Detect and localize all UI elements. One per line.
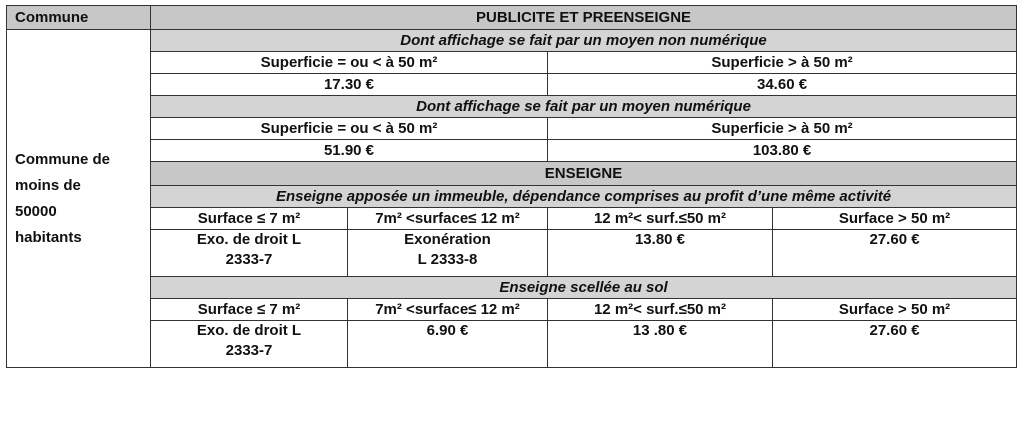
surface-header: Surface ≤ 7 m² [151,208,348,230]
enseigne-header: ENSEIGNE [151,162,1017,186]
value-cell [773,230,1017,277]
value-cell [151,230,348,277]
value-line: L 2333-8 [417,251,478,268]
value-line: 13.80 € [634,231,686,248]
value-line: 6.90 € [426,322,469,339]
surface-header: Surface > 50 m² [773,299,1017,321]
scellee-value-row [7,321,1017,368]
value-cell [548,321,773,368]
apposee-title: Enseigne apposée un immeuble, dépendance comprises au profit d’une même activité [151,186,1017,208]
commune-cell [7,30,151,368]
value-line: Exo. de droit L [196,231,302,248]
price-cell: 103.80 € [548,140,1017,162]
publicite-header: PUBLICITE ET PREENSEIGNE [151,6,1017,30]
value-cell [348,321,548,368]
numerique-title: Dont affichage se fait par un moyen numérique [151,96,1017,118]
commune-line: habitants [15,228,82,246]
value-line: 2333-7 [225,251,273,268]
numerique-header-row [7,118,1017,140]
commune-line: moins de [15,176,81,194]
tariff-table [6,5,1017,368]
scellee-title: Enseigne scellée au sol [151,277,1017,299]
value-line: 27.60 € [869,322,920,339]
price-cell: 34.60 € [548,74,1017,96]
non-numerique-header-row [7,52,1017,74]
non-numerique-title: Dont affichage se fait par un moyen non numérique [151,30,1017,52]
value-line: 13 .80 € [632,322,688,339]
non-numerique-value-row [7,74,1017,96]
surface-header: 7m² <surface≤ 12 m² [348,299,548,321]
apposee-title-row [7,186,1017,208]
numerique-title-row [7,96,1017,118]
surface-header: 7m² <surface≤ 12 m² [348,208,548,230]
surface-header: 12 m²< surf.≤50 m² [548,208,773,230]
surface-header: 12 m²< surf.≤50 m² [548,299,773,321]
value-cell [548,230,773,277]
superficie-large-header: Superficie > à 50 m² [548,52,1017,74]
enseigne-title-row [7,162,1017,186]
value-cell [348,230,548,277]
apposee-header-row [7,208,1017,230]
commune-line: 50000 [15,202,57,220]
surface-header: Surface ≤ 7 m² [151,299,348,321]
commune-header: Commune [7,6,151,30]
superficie-small-header: Superficie = ou < à 50 m² [151,52,548,74]
scellee-header-row [7,299,1017,321]
value-cell [151,321,348,368]
superficie-small-header: Superficie = ou < à 50 m² [151,118,548,140]
header-row [7,6,1017,30]
non-numerique-title-row [7,30,1017,52]
price-cell: 51.90 € [151,140,548,162]
surface-header: Surface > 50 m² [773,208,1017,230]
apposee-value-row [7,230,1017,277]
value-line: Exonération [404,231,491,248]
scellee-title-row [7,277,1017,299]
price-cell: 17.30 € [151,74,548,96]
numerique-value-row [7,140,1017,162]
superficie-large-header: Superficie > à 50 m² [548,118,1017,140]
value-cell [773,321,1017,368]
value-line: 2333-7 [225,342,273,359]
value-line: Exo. de droit L [196,322,302,339]
value-line: 27.60 € [869,231,920,248]
commune-line: Commune de [15,150,111,168]
tariff-table-wrapper [6,5,1017,368]
